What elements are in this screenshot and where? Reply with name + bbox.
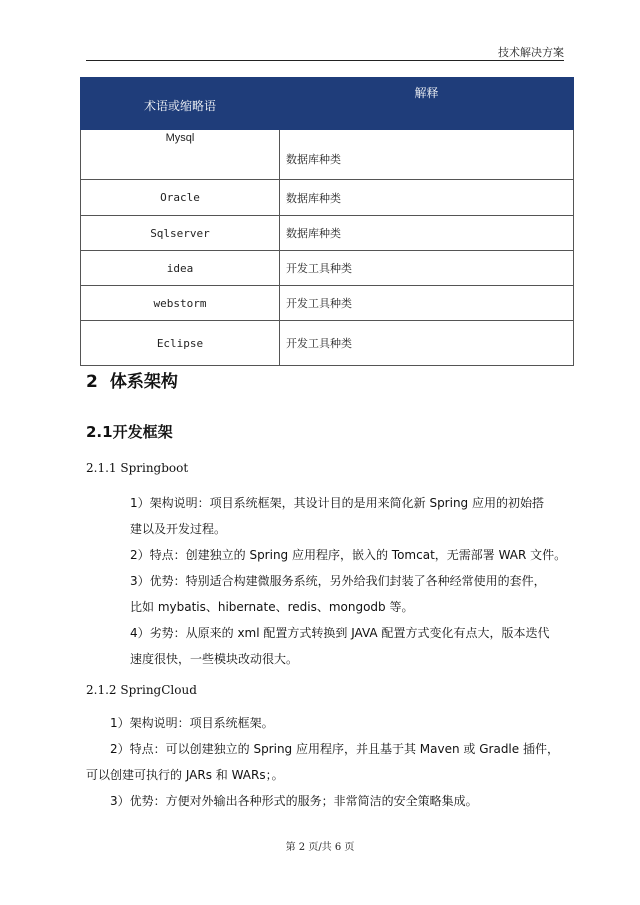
subsubsection-heading-springboot: 2.1.1 Springboot <box>86 461 189 475</box>
paragraph-line: 3）优势：方便对外输出各种形式的服务；非常简洁的安全策略集成。 <box>110 794 478 808</box>
table-row <box>81 321 574 366</box>
paragraph-line: 可以创建可执行的 JARs 和 WARs；。 <box>86 768 284 782</box>
table-row <box>81 216 574 251</box>
term-cell: Oracle <box>81 180 280 216</box>
paragraph-line: 建以及开发过程。 <box>130 522 227 536</box>
terms-table <box>80 77 574 366</box>
term-cell: Sqlserver <box>81 216 280 251</box>
paragraph-line: 2）特点：创建独立的 Spring 应用程序，嵌入的 Tomcat，无需部署 WAR 文件。 <box>130 548 567 562</box>
table-row <box>81 286 574 321</box>
desc-cell: 开发工具种类 <box>280 286 574 321</box>
desc-cell: 开发工具种类 <box>280 321 574 366</box>
table-header-row <box>81 78 574 130</box>
subsection-heading-2-1: 2.1开发框架 <box>86 423 173 441</box>
desc-cell: 数据库种类 <box>280 216 574 251</box>
table-row <box>81 180 574 216</box>
term-cell: Eclipse <box>81 321 280 366</box>
table-row <box>81 130 574 180</box>
desc-cell: 数据库种类 <box>280 130 574 180</box>
term-cell: Mysql <box>81 130 280 180</box>
paragraph-line: 1）架构说明：项目系统框架。 <box>110 716 274 730</box>
table-header-desc: 解释 <box>280 78 574 130</box>
paragraph-line: 1）架构说明：项目系统框架，其设计目的是用来简化新 Spring 应用的初始搭 <box>130 496 544 510</box>
section-heading-2 <box>86 367 178 392</box>
desc-cell: 数据库种类 <box>280 180 574 216</box>
header-rule <box>86 60 564 61</box>
paragraph-line: 2）特点：可以创建独立的 Spring 应用程序，并且基于其 Maven 或 Gradle 插件， <box>110 742 559 756</box>
paragraph-line: 速度很快，一些模块改动很大。 <box>130 652 299 666</box>
desc-cell: 开发工具种类 <box>280 251 574 286</box>
term-cell: webstorm <box>81 286 280 321</box>
subsubsection-heading-springcloud: 2.1.2 SpringCloud <box>86 683 197 697</box>
paragraph-line: 比如 mybatis、hibernate、redis、mongodb 等。 <box>130 600 414 614</box>
section-number: 2 <box>86 372 98 392</box>
paragraph-line: 4）劣势：从原来的 xml 配置方式转换到 JAVA 配置方式变化有点大，版本迭代 <box>130 626 550 640</box>
springboot-paragraph <box>130 490 566 672</box>
table-header-term: 术语或缩略语 <box>81 78 280 130</box>
paragraph-line: 3）优势：特别适合构建微服务系统，另外给我们封装了各种经常使用的套件， <box>130 574 546 588</box>
term-cell: idea <box>81 251 280 286</box>
header-title: 技术解决方案 <box>498 46 564 59</box>
springcloud-paragraph <box>86 710 559 814</box>
section-title: 体系架构 <box>109 372 178 392</box>
page-footer: 第 2 页/共 6 页 <box>285 842 355 853</box>
table-row <box>81 251 574 286</box>
